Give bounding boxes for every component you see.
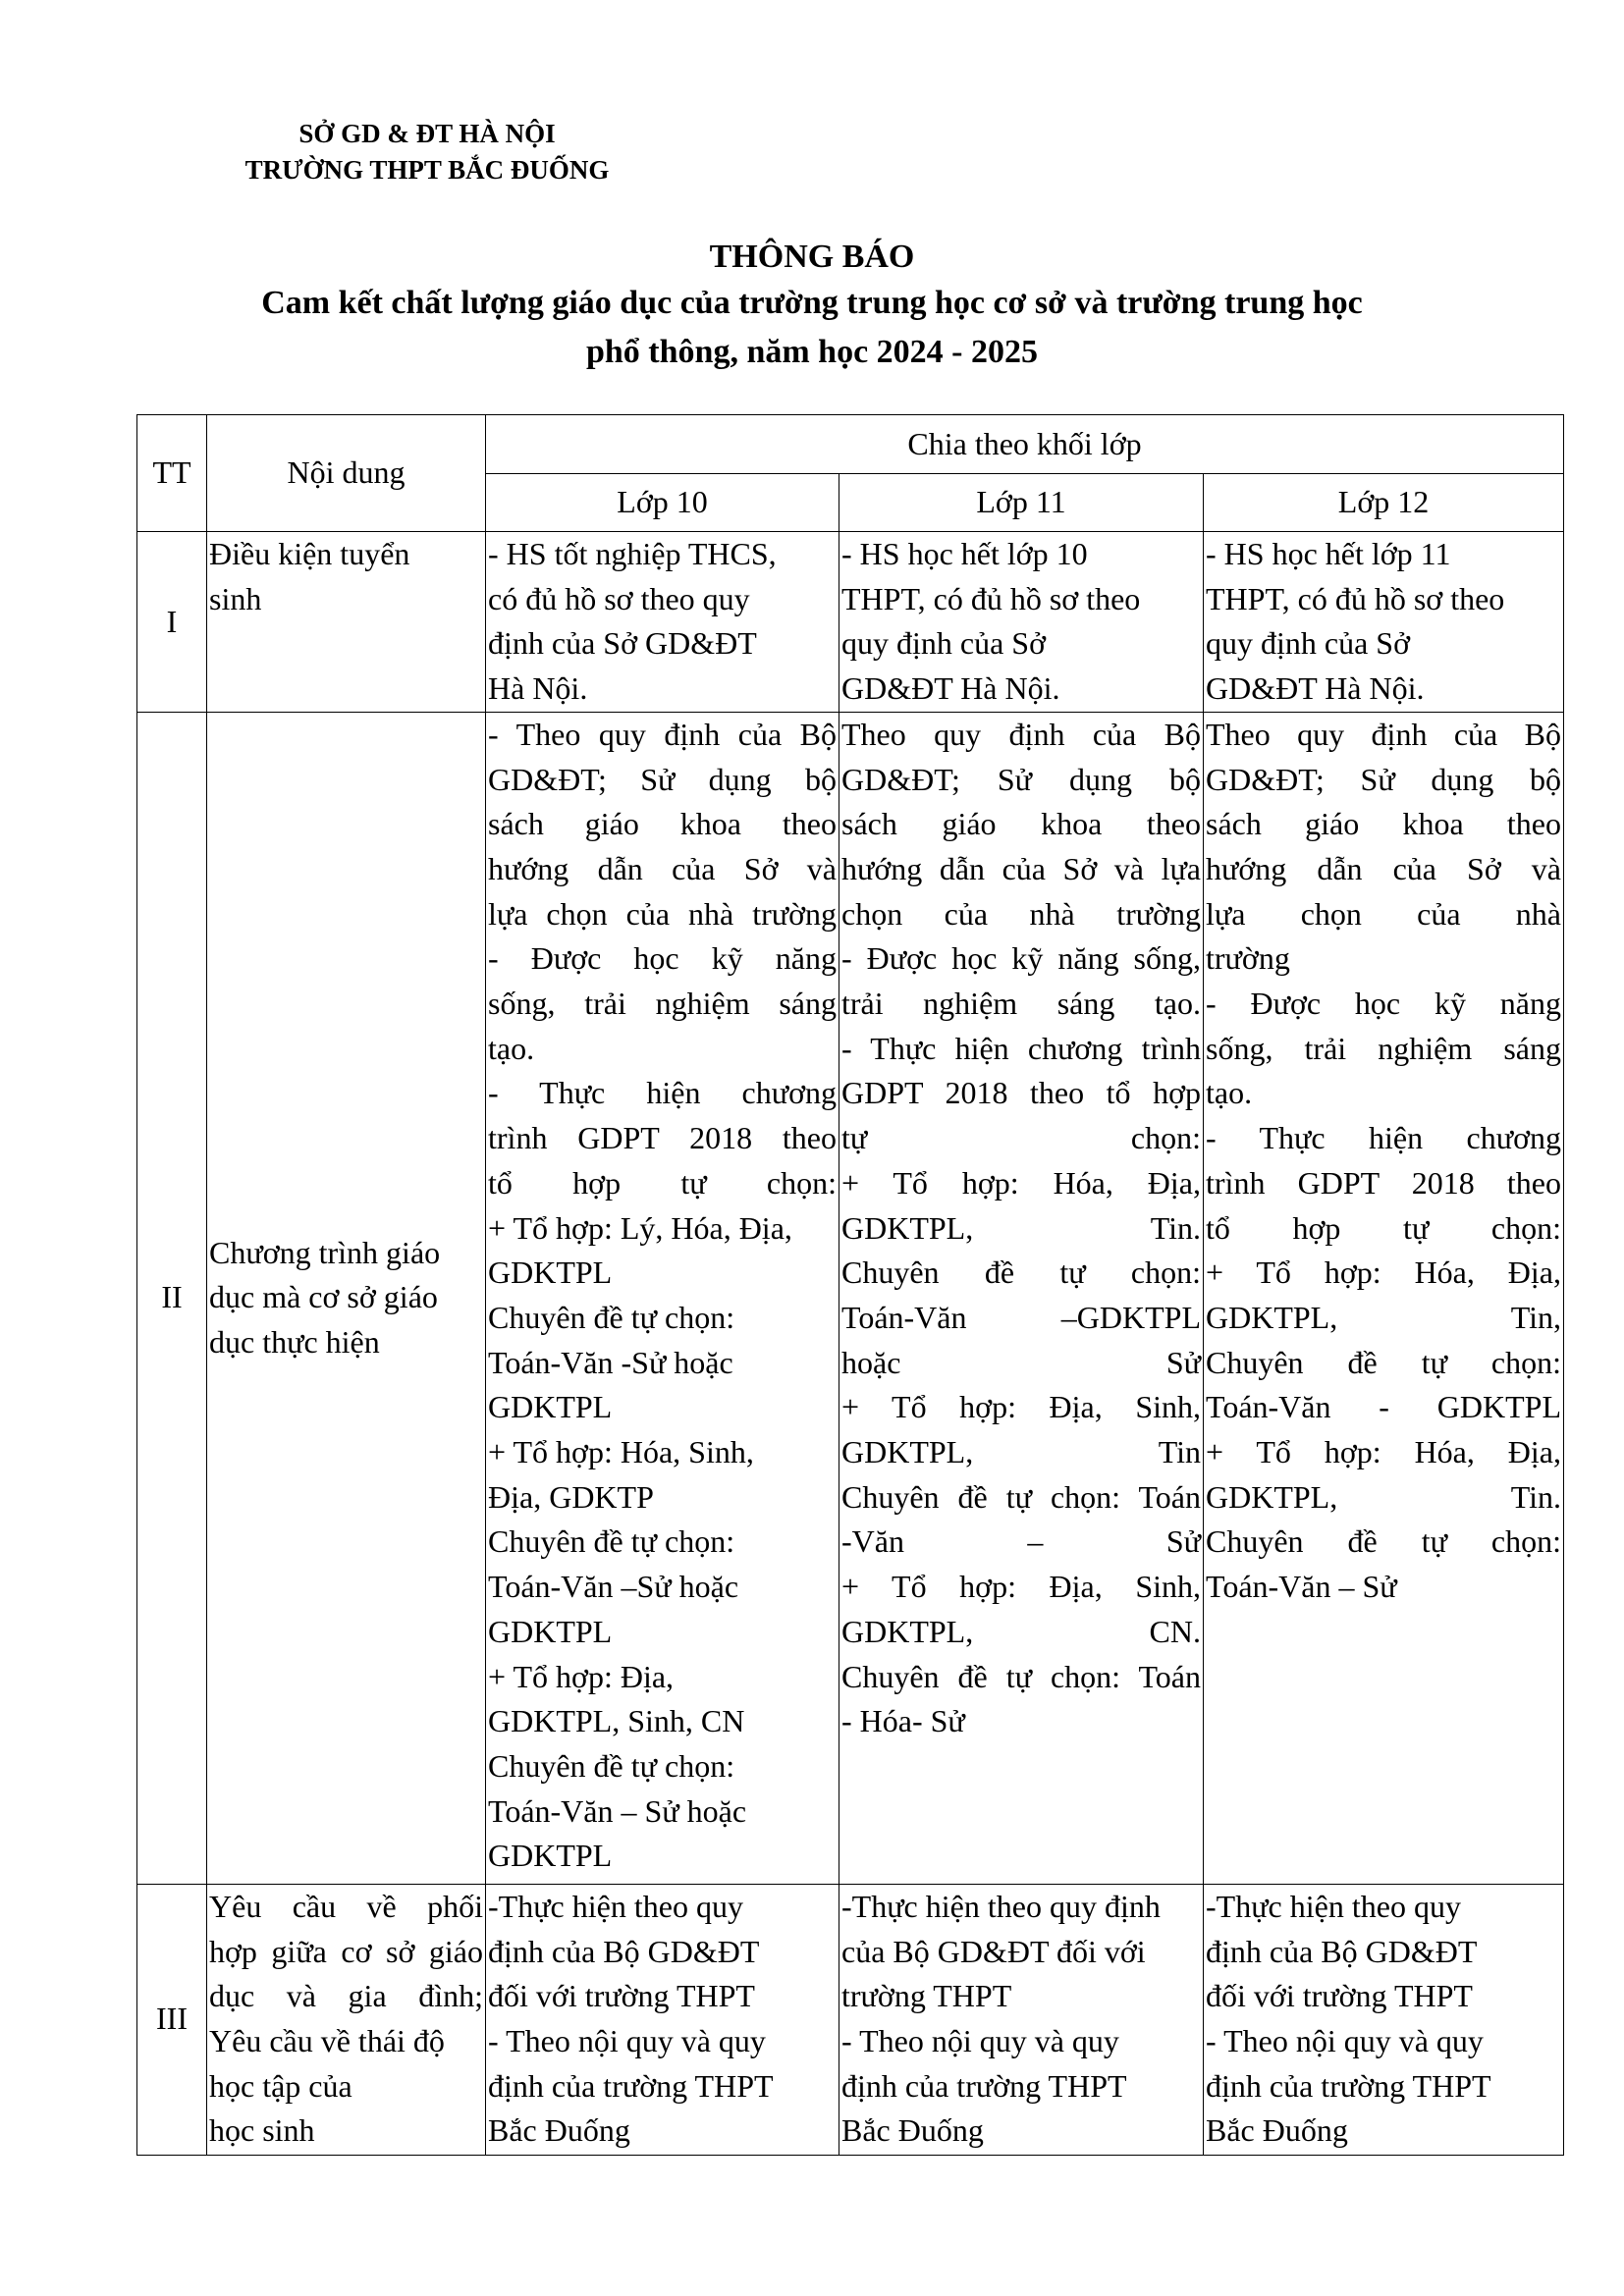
issuer-school: TRƯỜNG THPT BẮC ĐUỐNG (244, 155, 610, 185)
cell-text-line: Toán-Văn -Sử hoặc (488, 1344, 733, 1380)
cell-text-line: - HS học hết lớp 11 (1206, 536, 1451, 571)
cell-text-line: GDKTPL (488, 1838, 613, 1874)
cell-text-line: Chuyên đề tự chọn: (488, 1523, 735, 1560)
cell-text-line: - Được học kỹ năng sống, (841, 940, 1201, 977)
cell-text-line: lựa chọn của nhà trường (488, 895, 837, 932)
cell-text-line: -Thực hiện theo quy định (841, 1888, 1161, 1924)
cell-text-line: sống, trải nghiệm sáng (1206, 1030, 1561, 1066)
cell-text-line: trường THPT (841, 1978, 1012, 2014)
cell-text-line: GDPT 2018 theo tổ hợp (841, 1075, 1201, 1111)
cell-text-line: THPT, có đủ hồ sơ theo (1206, 580, 1505, 616)
cell-text-line: - Thực hiện chương (1206, 1120, 1561, 1156)
cell-text-line: Yêu cầu về thái độ (209, 2022, 445, 2058)
row-grade-12-cell (1204, 712, 1564, 1884)
cell-text-line: hoặc Sử (841, 1344, 1201, 1380)
cell-text-line: Yêu cầu về phối (209, 1888, 483, 1924)
cell-text-line: Hà Nội. (488, 670, 588, 707)
cell-text-line: - HS học hết lớp 10 (841, 536, 1088, 571)
row-number: II (137, 712, 207, 1884)
cell-text-line: - HS tốt nghiệp THCS, (488, 536, 777, 571)
document-subtitle-line-1: Cam kết chất lượng giáo dục của trường trung học cơ sở và trường trung học (261, 285, 1363, 321)
cell-text-line: của Bộ GD&ĐT đối với (841, 1933, 1146, 1969)
cell-text-line: Bắc Đuống (488, 2112, 630, 2149)
cell-text-line: dục mà cơ sở giáo (209, 1279, 438, 1315)
cell-text-line: GD&ĐT Hà Nội. (841, 670, 1060, 707)
cell-text-line: Bắc Đuống (841, 2112, 984, 2149)
table-row (137, 1884, 1564, 2155)
document-title-block (147, 236, 1477, 377)
cell-text-line: sống, trải nghiệm sáng (488, 986, 837, 1022)
cell-text-line: + Tổ hợp: Địa, (488, 1658, 675, 1694)
cell-text-line: GDKTPL, Tin. (1206, 1478, 1561, 1515)
row-grade-11-cell (839, 712, 1204, 1884)
cell-text-line: GDKTPL, Tin, (1206, 1299, 1561, 1335)
cell-text-line: - Hóa- Sử (841, 1703, 965, 1739)
document-title: THÔNG BÁO (709, 239, 915, 275)
row-grade-11-cell (839, 532, 1204, 713)
cell-text-line: Chuyên đề tự chọn: (1206, 1523, 1561, 1560)
cell-text-line: GDKTPL (488, 1613, 613, 1649)
row-grade-10-cell (486, 532, 839, 713)
cell-text-line: - Theo nội quy và quy (1206, 2022, 1484, 2058)
cell-text-line: Chuyên đề tự chọn: (841, 1255, 1201, 1291)
header-grade-group: Chia theo khối lớp (486, 415, 1564, 474)
cell-text-line: GDKTPL, CN. (841, 1613, 1201, 1649)
row-grade-10-cell (486, 1884, 839, 2155)
cell-text-line: GD&ĐT Hà Nội. (1206, 670, 1425, 707)
cell-text-line: sách giáo khoa theo (488, 806, 837, 842)
cell-text-line: Chuyên đề tự chọn: (488, 1299, 735, 1335)
cell-text-line: trình GDPT 2018 theo (1206, 1164, 1561, 1201)
cell-text-line: trình GDPT 2018 theo (488, 1120, 837, 1156)
row-number: III (137, 1884, 207, 2155)
cell-text-line: -Văn – Sử (841, 1523, 1201, 1560)
cell-text-line: Bắc Đuống (1206, 2112, 1348, 2149)
issuer-department: SỞ GD & ĐT HÀ NỘI (298, 119, 556, 148)
cell-text-line: quy định của Sở (1206, 625, 1411, 662)
cell-text-line: hướng dẫn của Sở và lựa (841, 850, 1201, 886)
table-row (137, 532, 1564, 713)
cell-text-line: + Tổ hợp: Hóa, Địa, (841, 1164, 1201, 1201)
cell-text-line: Chuyên đề tự chọn: (1206, 1344, 1561, 1380)
cell-text-line: - Thực hiện chương trình (841, 1030, 1201, 1066)
cell-text-line: + Tổ hợp: Hóa, Sinh, (488, 1434, 754, 1470)
cell-text-line: -Thực hiện theo quy (1206, 1888, 1461, 1924)
row-grade-12-cell (1204, 532, 1564, 713)
cell-text-line: dục và gia đình; (209, 1978, 483, 2014)
cell-text-line: lựa chọn của nhà (1206, 895, 1561, 932)
cell-text-line: GD&ĐT; Sử dụng bộ (841, 761, 1201, 797)
cell-text-line: Toán-Văn – Sử (1206, 1569, 1397, 1605)
cell-text-line: - Theo nội quy và quy (841, 2022, 1119, 2058)
cell-text-line: định của Sở GD&ĐT (488, 625, 757, 662)
cell-text-line: quy định của Sở (841, 625, 1047, 662)
issuer-header (191, 116, 663, 188)
cell-text-line: GD&ĐT; Sử dụng bộ (1206, 761, 1561, 797)
cell-text-line: - Thực hiện chương (488, 1075, 837, 1111)
row-grade-11-cell (839, 1884, 1204, 2155)
row-content (207, 1884, 486, 2155)
cell-text-line: GDKTPL (488, 1255, 613, 1291)
cell-text-line: + Tổ hợp: Hóa, Địa, (1206, 1255, 1561, 1291)
cell-text-line: tạo. (488, 1030, 535, 1066)
row-content (207, 712, 486, 1884)
cell-text-line: Theo quy định của Bộ (841, 716, 1201, 752)
cell-text-line: Chuyên đề tự chọn: Toán (841, 1478, 1201, 1515)
cell-text-line: có đủ hồ sơ theo quy (488, 580, 750, 616)
header-content: Nội dung (207, 415, 486, 532)
cell-text-line: dục thực hiện (209, 1324, 380, 1361)
cell-text-line: Chương trình giáo (209, 1234, 441, 1270)
commitment-table (136, 414, 1564, 2156)
cell-text-line: đối với trường THPT (1206, 1978, 1473, 2014)
cell-text-line: đối với trường THPT (488, 1978, 755, 2014)
cell-text-line: GDKTPL (488, 1389, 613, 1425)
cell-text-line: trường (1206, 940, 1290, 977)
cell-text-line: định của trường THPT (841, 2067, 1127, 2104)
cell-text-line: + Tổ hợp: Địa, Sinh, (841, 1389, 1201, 1425)
cell-text-line: tự chọn: (841, 1120, 1201, 1156)
cell-text-line: sinh (209, 580, 262, 616)
cell-text-line: + Tổ hợp: Hóa, Địa, (1206, 1434, 1561, 1470)
cell-text-line: trải nghiệm sáng tạo. (841, 986, 1201, 1022)
cell-text-line: Toán-Văn –Sử hoặc (488, 1569, 739, 1605)
cell-text-line: học sinh (209, 2112, 315, 2149)
cell-text-line: + Tổ hợp: Lý, Hóa, Địa, (488, 1209, 792, 1246)
header-grade-11: Lớp 11 (839, 474, 1204, 532)
document-subtitle-line-2: phổ thông, năm học 2024 - 2025 (585, 334, 1038, 370)
cell-text-line: Chuyên đề tự chọn: (488, 1747, 735, 1784)
cell-text-line: - Được học kỹ năng (488, 940, 837, 977)
header-grade-10: Lớp 10 (486, 474, 839, 532)
header-grade-12: Lớp 12 (1204, 474, 1564, 532)
cell-text-line: - Được học kỹ năng (1206, 986, 1561, 1022)
cell-text-line: GDKTPL, Tin (841, 1434, 1201, 1470)
cell-text-line: định của trường THPT (1206, 2067, 1491, 2104)
cell-text-line: tạo. (1206, 1075, 1253, 1111)
cell-text-line: - Theo quy định của Bộ (488, 716, 837, 752)
cell-text-line: định của trường THPT (488, 2067, 774, 2104)
cell-text-line: Toán-Văn –GDKTPL (841, 1299, 1201, 1335)
cell-text-line: hướng dẫn của Sở và (488, 850, 837, 886)
cell-text-line: Chuyên đề tự chọn: Toán (841, 1658, 1201, 1694)
cell-text-line: -Thực hiện theo quy (488, 1888, 743, 1924)
row-content (207, 532, 486, 713)
cell-text-line: tổ hợp tự chọn: (488, 1164, 837, 1201)
row-grade-10-cell (486, 712, 839, 1884)
row-number: I (137, 532, 207, 713)
cell-text-line: Địa, GDKTP (488, 1478, 654, 1515)
cell-text-line: Theo quy định của Bộ (1206, 716, 1561, 752)
cell-text-line: Toán-Văn – Sử hoặc (488, 1792, 747, 1829)
cell-text-line: - Theo nội quy và quy (488, 2022, 766, 2058)
header-tt: TT (137, 415, 207, 532)
cell-text-line: định của Bộ GD&ĐT (488, 1933, 760, 1969)
cell-text-line: chọn của nhà trường (841, 895, 1201, 932)
cell-text-line: học tập của (209, 2067, 352, 2104)
cell-text-line: hướng dẫn của Sở và (1206, 850, 1561, 886)
table-header-row (137, 415, 1564, 474)
cell-text-line: sách giáo khoa theo (841, 806, 1201, 842)
cell-text-line: + Tổ hợp: Địa, Sinh, (841, 1569, 1201, 1605)
cell-text-line: Điều kiện tuyển (209, 536, 410, 571)
cell-text-line: tổ hợp tự chọn: (1206, 1209, 1561, 1246)
table-row (137, 712, 1564, 1884)
cell-text-line: hợp giữa cơ sở giáo (209, 1933, 483, 1969)
cell-text-line: Toán-Văn - GDKTPL (1206, 1389, 1561, 1425)
cell-text-line: THPT, có đủ hồ sơ theo (841, 580, 1141, 616)
cell-text-line: GD&ĐT; Sử dụng bộ (488, 761, 837, 797)
cell-text-line: sách giáo khoa theo (1206, 806, 1561, 842)
cell-text-line: GDKTPL, Sinh, CN (488, 1703, 745, 1739)
row-grade-12-cell (1204, 1884, 1564, 2155)
cell-text-line: định của Bộ GD&ĐT (1206, 1933, 1478, 1969)
cell-text-line: GDKTPL, Tin. (841, 1209, 1201, 1246)
